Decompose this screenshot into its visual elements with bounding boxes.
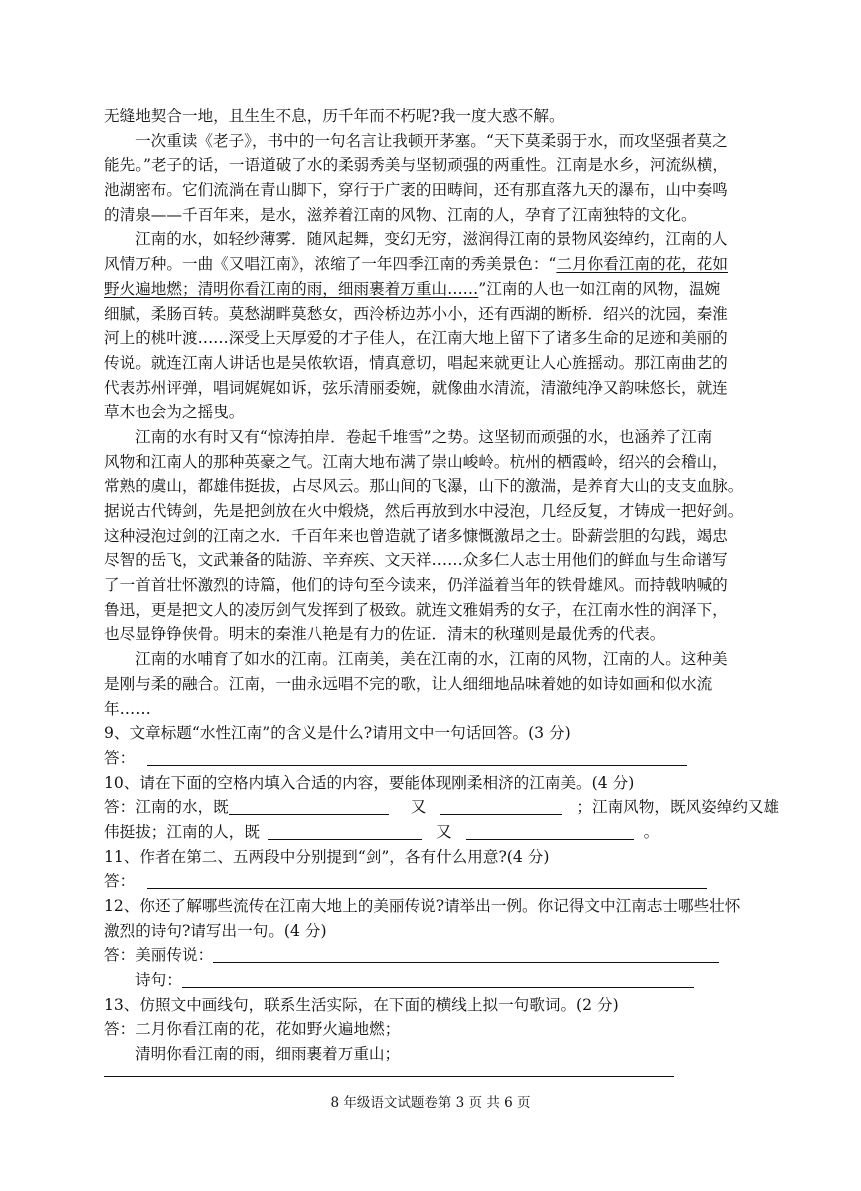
passage-line bbox=[104, 252, 764, 277]
answer-blank-poem[interactable] bbox=[182, 971, 694, 988]
passage-line: 江南的水哺育了如水的江南。江南美，美在江南的水，江南的风物，江南的人。这种美 bbox=[135, 650, 728, 669]
passage-line: 尽智的岳飞，文武兼备的陆游、辛弃疾、文天祥……众多仁人志士用他们的鲜血与生命谱写 bbox=[104, 551, 728, 570]
passage-line: 鲁迅，更是把文人的凌厉剑气发挥到了极致。就连文雅娟秀的女子，在江南水性的润泽下， bbox=[104, 600, 728, 619]
passage-line: 了一首首壮怀激烈的诗篇，他们的诗句至今读来，仍洋溢着当年的铁骨雄风。而持戟呐喊的 bbox=[104, 576, 728, 595]
passage-line: 据说古代铸剑，先是把剑放在火中煅烧，然后再放到水中浸泡，几经反复，才铸成一把好剑。 bbox=[104, 502, 744, 520]
answer-line-12a bbox=[104, 943, 764, 968]
passage-line: 能先。”老子的话，一语道破了水的柔弱秀美与坚韧顽强的两重性。江南是水乡，河流纵横， bbox=[104, 156, 728, 175]
answer-text: ；江南风物，既风姿绰约又雄 bbox=[576, 798, 780, 817]
question-11: 11、作者在第二、五两段中分别提到“剑”，各有什么用意?(4 分) bbox=[104, 847, 550, 866]
question-12-cont: 激烈的诗句?请写出一句。(4 分) bbox=[104, 921, 327, 940]
answer-blank-10c[interactable] bbox=[268, 823, 422, 840]
answer-line-13b: 清明你看江南的雨，细雨裹着万重山； bbox=[135, 1045, 401, 1064]
answer-line-12b bbox=[104, 968, 764, 993]
passage-line: 是刚与柔的融合。江南，一曲永远唱不完的歌，让人细细地品味着她的如诗如画和似水流 bbox=[104, 674, 713, 693]
answer-blank-10d[interactable] bbox=[466, 823, 634, 840]
answer-label: 答： bbox=[104, 872, 136, 891]
answer-line-10b bbox=[104, 820, 764, 845]
exam-page bbox=[104, 104, 780, 1067]
passage-line: 一次重读《老子》，书中的一句名言让我顿开茅塞。“天下莫柔弱于水，而攻坚强者莫之 bbox=[135, 131, 728, 150]
answer-blank-13[interactable] bbox=[104, 1076, 674, 1077]
answer-blank-9[interactable] bbox=[147, 749, 687, 766]
passage-line: 细腻，柔肠百转。莫愁湖畔莫愁女，西泠桥边苏小小，还有西湖的断桥．绍兴的沈园，秦淮 bbox=[104, 304, 728, 323]
passage-line: 年…… bbox=[104, 699, 151, 718]
answer-text: 诗句： bbox=[135, 971, 182, 990]
answer-line-9 bbox=[104, 746, 764, 771]
answer-line-13a: 答：二月你看江南的花，花如野火遍地燃； bbox=[104, 1020, 401, 1039]
passage-line: 江南的水，如轻纱薄雾．随风起舞，变幻无穷，滋润得江南的景物风姿绰约，江南的人 bbox=[135, 230, 728, 249]
passage-line: 草木也会为之摇曳。 bbox=[104, 403, 245, 422]
underlined-lyric: 野火遍地燃；清明你看江南的雨，细雨裹着万重山…… bbox=[104, 279, 479, 298]
answer-text: 又 bbox=[435, 822, 452, 841]
answer-blank-10b[interactable] bbox=[440, 798, 562, 815]
answer-text: 。 bbox=[643, 822, 660, 841]
passage-line: 也尽显铮铮侠骨。明末的秦淮八艳是有力的佐证．清末的秋瑾则是最优秀的代表。 bbox=[104, 625, 666, 644]
passage-line: 常熟的虞山，都雄伟挺拔，占尽风云。那山间的飞瀑，山下的激湍，是养育大山的支支血脉。 bbox=[104, 477, 744, 496]
answer-blank-10a[interactable] bbox=[229, 798, 389, 815]
question-12: 12、你还了解哪些流传在江南大地上的美丽传说?请举出一例。你记得文中江南志士哪些壮怀 bbox=[104, 897, 741, 915]
passage-line: 这种浸泡过剑的江南之水．千百年来也曾造就了诸多慷慨激昂之士。卧薪尝胆的勾践，竭忠 bbox=[104, 526, 728, 545]
question-9: 9、文章标题“水性江南”的含义是什么?请用文中一句话回答。(3 分) bbox=[104, 724, 571, 743]
answer-text: 又 bbox=[410, 798, 427, 817]
answer-text: 答：美丽传说： bbox=[104, 946, 214, 965]
answer-line-10a bbox=[104, 795, 780, 820]
question-13: 13、仿照文中画线句，联系生活实际，在下面的横线上拟一句歌词。(2 分) bbox=[104, 995, 619, 1014]
passage-line: 河上的桃叶渡……深受上天厚爱的才子佳人，在江南大地上留下了诸多生命的足迹和美丽的 bbox=[104, 329, 728, 348]
passage-line: 江南的水有时又有“惊涛拍岸．卷起千堆雪”之势。这坚韧而顽强的水，也涵养了江南 bbox=[135, 427, 713, 446]
answer-text: 伟挺拔；江南的人，既 bbox=[104, 822, 260, 841]
answer-label: 答： bbox=[104, 748, 136, 767]
passage-line: 的清泉——千百年来，是水，滋养着江南的风物、江南的人，孕育了江南独特的文化。 bbox=[104, 205, 697, 224]
question-10: 10、请在下面的空格内填入合适的内容，要能体现刚柔相济的江南美。(4 分) bbox=[104, 773, 635, 792]
passage-line: 池湖密布。它们流淌在青山脚下，穿行于广袤的田畴间，还有那直落九天的瀑布，山中奏鸣 bbox=[104, 181, 728, 200]
answer-blank-11[interactable] bbox=[147, 872, 707, 889]
answer-text: 答：江南的水，既 bbox=[104, 798, 229, 817]
passage-line: 代表苏州评弹，唱词娓娓如诉，弦乐清丽委婉，就像曲水清流，清澈纯净又韵味悠长，就连 bbox=[104, 378, 728, 397]
passage-line: 风物和江南人的那种英豪之气。江南大地布满了崇山峻岭。杭州的栖霞岭，绍兴的会稽山， bbox=[104, 452, 728, 471]
page-footer: 8 年级语文试题卷第 3 页 共 6 页 bbox=[330, 1095, 531, 1111]
passage-text: ”江南的人也一如江南的风物，温婉 bbox=[478, 279, 721, 298]
passage-line: 传说。就连江南人讲话也是吴侬软语，情真意切，唱起来就更让人心旌摇动。那江南曲艺的 bbox=[104, 353, 728, 372]
passage-line: 无缝地契合一地，且生生不息，历千年而不朽呢?我一度大惑不解。 bbox=[104, 107, 565, 125]
answer-blank-legend[interactable] bbox=[213, 946, 719, 963]
passage-line bbox=[104, 277, 764, 302]
underlined-lyric: 二月你看江南的花，花如 bbox=[556, 255, 728, 274]
passage-text: 风情万种。一曲《又唱江南》，浓缩了一年四季江南的秀美景色：“ bbox=[104, 255, 557, 274]
answer-line-11 bbox=[104, 869, 764, 894]
